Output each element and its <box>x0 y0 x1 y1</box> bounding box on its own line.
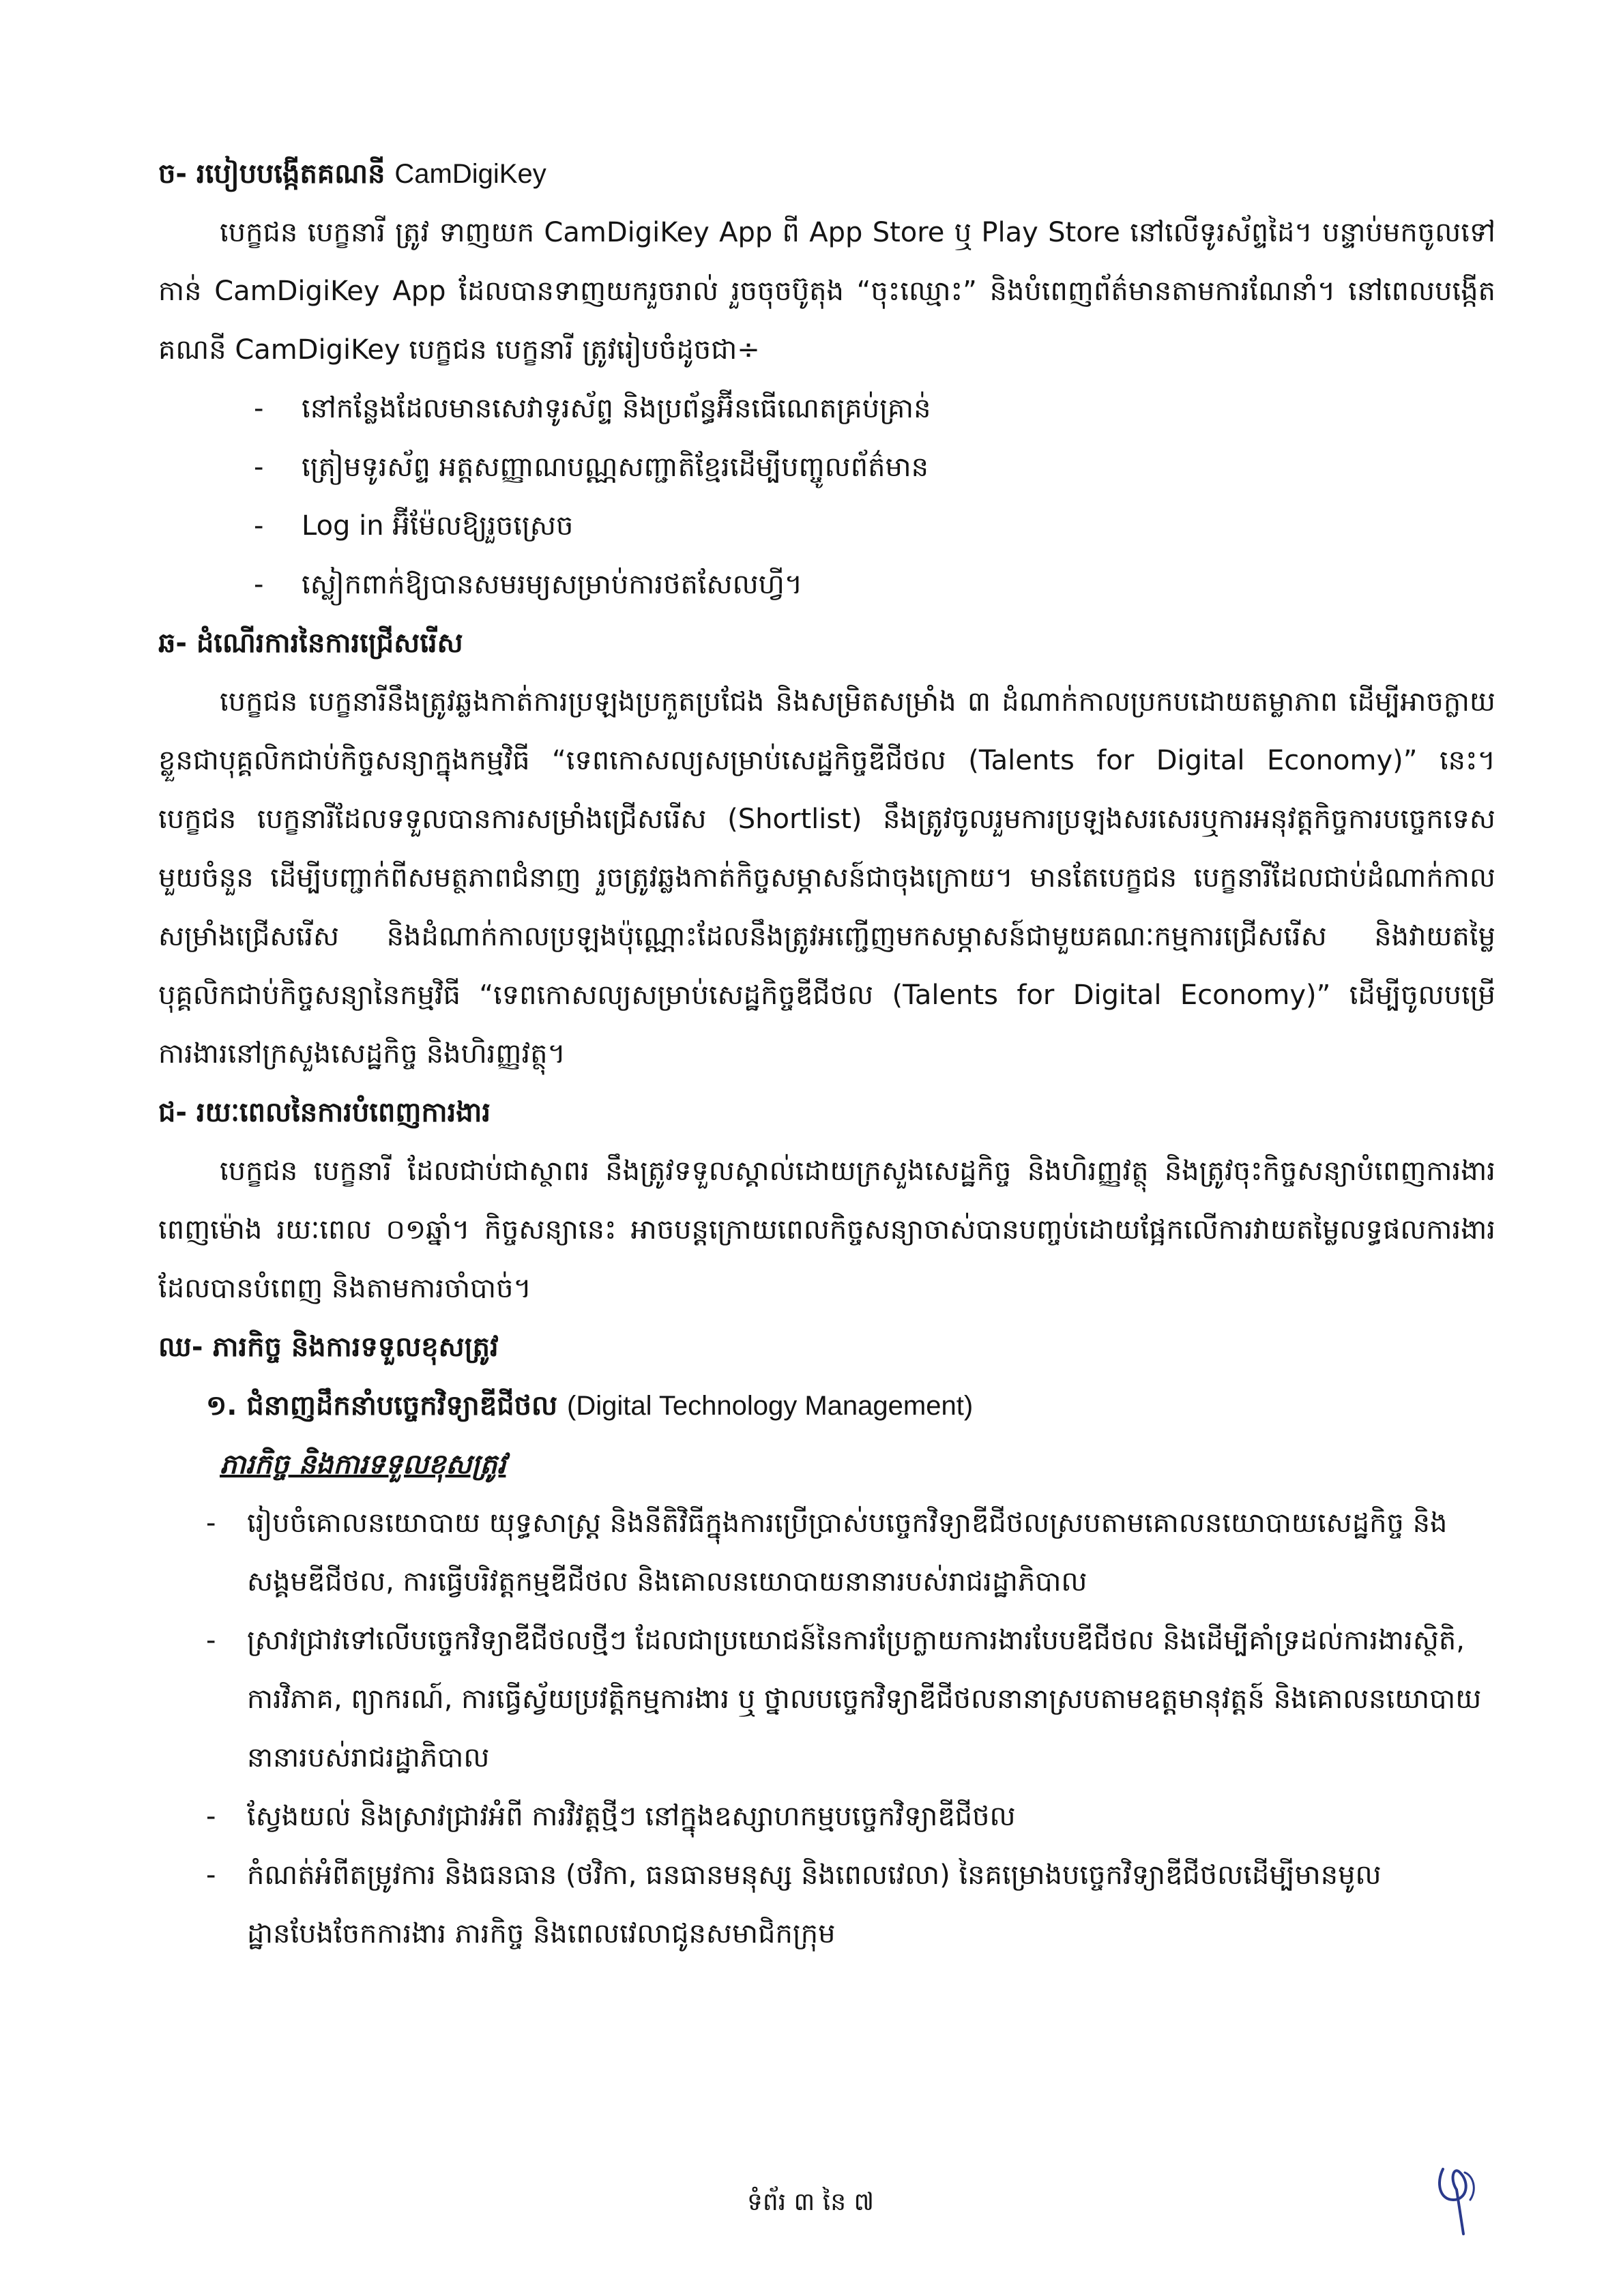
list-item: - ស្រាវជ្រាវទៅលើបច្ចេកវិទ្យាឌីជីថលថ្មីៗ ដែលជាប្រយោជន៍នៃការប្រែក្លាយការងារបែបឌីជីថល និងដើម្បីគាំទ្រដល់ការងារស្ថិតិ, ការវិភាគ, ព្យាករណ៍, ការធ្វើស្វ័យប្រវត្តិកម្មការងារ ឬ ថ្នាលបច្ចេកវិទ្យាឌីជីថលនានាស្របតាមឧត្តមានុវត្តន៍ និងគោលនយោបាយនានារបស់រាជរដ្ឋាភិបាល <box>158 1611 1495 1787</box>
duties-responsibilities-heading: ភារកិច្ច និងការទទួលខុសត្រូវ <box>220 1449 506 1480</box>
list-item: - ស្វែងយល់ និងស្រាវជ្រាវអំពី ការវិវត្តថ្មីៗ នៅក្នុងឧស្សាហកម្មបច្ចេកវិទ្យាឌីជីថល <box>158 1787 1495 1846</box>
work-duration-paragraph: បេក្ខជន បេក្ខនារី ដែលជាប់ជាស្ថាពរ នឹងត្រូវទទួលស្គាល់ដោយក្រសួងសេដ្ឋកិច្ច និងហិរញ្ញវត្ថុ និងត្រូវចុះកិច្ចសន្យាបំពេញការងារពេញម៉ោង រយៈពេល ០១ឆ្នាំ។ កិច្ចសន្យានេះ អាចបន្តក្រោយពេលកិច្ចសន្យាចាស់បានបញ្ចប់ដោយផ្អែកលើការវាយតម្លៃលទ្ធផលការងារដែលបានបំពេញ និងតាមការចាំបាច់។ <box>158 1156 1495 1304</box>
page-number: ទំព័រ ៣ នៃ ៧ <box>746 2188 875 2216</box>
list-item: - ត្រៀមទូរស័ព្ទ អត្តសញ្ញាណបណ្ណសញ្ជាតិខ្មែរដើម្បីបញ្ចូលព័ត៌មាន <box>158 438 1495 497</box>
list-item: - រៀបចំគោលនយោបាយ យុទ្ធសាស្ត្រ និងនីតិវិធីក្នុងការប្រើប្រាស់បច្ចេកវិទ្យាឌីជីថលស្របតាមគោលនយោបាយសេដ្ឋកិច្ច និងសង្គមឌីជីថល, ការធ្វើបរិវត្តកម្មឌីជីថល និងគោលនយោបាយនានារបស់រាជរដ្ឋាភិបាល <box>158 1494 1495 1611</box>
list-item: - កំណត់អំពីតម្រូវការ និងធនធាន (ថវិកា, ធនធានមនុស្ស និងពេលវេលា) នៃគម្រោងបច្ចេកវិទ្យាឌីជីថលដើម្បីមានមូលដ្ឋានបែងចែកការងារ ភារកិច្ច និងពេលវេលាជូនសមាជិកក្រុម <box>158 1846 1495 1963</box>
list-item: - ស្លៀកពាក់ឱ្យបានសមរម្យសម្រាប់ការថតសែលហ្វី។ <box>158 555 1495 614</box>
section-heading-work-duration: ជ- រយៈពេលនៃការបំពេញការងារ <box>158 1097 491 1128</box>
sub-heading-khmer: ១. ជំនាញដឹកនាំបច្ចេកវិទ្យាឌីជីថល <box>206 1390 558 1422</box>
section-heading-text: ច- របៀបបង្កើតគណនី <box>158 158 385 190</box>
section-heading-create-account <box>158 145 1495 203</box>
requirements-list <box>158 379 1495 614</box>
create-account-paragraph: បេក្ខជន បេក្ខនារី ត្រូវ ទាញយក CamDigiKey App ពី App Store ឬ Play Store នៅលើទូរស័ព្ទដៃ។ បន្ទាប់មកចូលទៅកាន់ CamDigiKey App ដែលបានទាញយករួចរាល់ រួចចុចប៊ូតុង “ចុះឈ្មោះ” និងបំពេញព័ត៌មានតាមការណែនាំ។ នៅពេលបង្កើតគណនី CamDigiKey បេក្ខជន បេក្ខនារី ត្រូវរៀបចំដូចជា÷ <box>158 217 1495 366</box>
section-heading-selection-process: ឆ- ដំណើរការនៃការជ្រើសរើស <box>158 628 463 659</box>
duties-list <box>158 1494 1495 1963</box>
selection-process-paragraph: បេក្ខជន បេក្ខនារីនឹងត្រូវឆ្លងកាត់ការប្រឡងប្រកួតប្រជែង និងសម្រិតសម្រាំង ៣ ដំណាក់កាលប្រកបដោយតម្លាភាព ដើម្បីអាចក្លាយខ្លួនជាបុគ្គលិកជាប់កិច្ចសន្យាក្នុងកម្មវិធី “ទេពកោសល្យសម្រាប់សេដ្ឋកិច្ចឌីជីថល (Talents for Digital Economy)” នេះ។ បេក្ខជន បេក្ខនារីដែលទទួលបានការសម្រាំងជ្រើសរើស (Shortlist) នឹងត្រូវចូលរួមការប្រឡងសរសេរឬការអនុវត្តកិច្ចការបច្ចេកទេសមួយចំនួន ដើម្បីបញ្ជាក់ពីសមត្ថភាពជំនាញ រួចត្រូវឆ្លងកាត់កិច្ចសម្ភាសន៍ជាចុងក្រោយ។ មានតែបេក្ខជន បេក្ខនារីដែលជាប់ដំណាក់កាលសម្រាំងជ្រើសរើស និងដំណាក់កាលប្រឡងប៉ុណ្ណោះដែលនឹងត្រូវអញ្ជើញមកសម្ភាសន៍ជាមួយគណៈកម្មការជ្រើសរើស និងវាយតម្លៃបុគ្គលិកជាប់កិច្ចសន្យានៃកម្មវិធី “ទេពកោសល្យសម្រាប់សេដ្ឋកិច្ចឌីជីថល (Talents for Digital Economy)” ដើម្បីចូលបម្រើការងារនៅក្រសួងសេដ្ឋកិច្ច និងហិរញ្ញវត្ថុ។ <box>158 686 1495 1070</box>
document-body <box>158 145 1495 1963</box>
sub-heading-digital-tech-management <box>158 1377 1495 1435</box>
list-item: - Log in អ៊ីម៉ែលឱ្យរួចស្រេច <box>158 497 1495 555</box>
signature-initial <box>1422 2152 1491 2241</box>
sub-heading-latin: (Digital Technology Management) <box>567 1391 974 1421</box>
list-item: - នៅកន្លែងដែលមានសេវាទូរស័ព្ទ និងប្រព័ន្ធអ៊ីនធើណេតគ្រប់គ្រាន់ <box>158 379 1495 438</box>
section-heading-latin: CamDigiKey <box>394 159 546 189</box>
section-heading-duties: ឈ- ភារកិច្ច និងការទទួលខុសត្រូវ <box>158 1331 499 1363</box>
